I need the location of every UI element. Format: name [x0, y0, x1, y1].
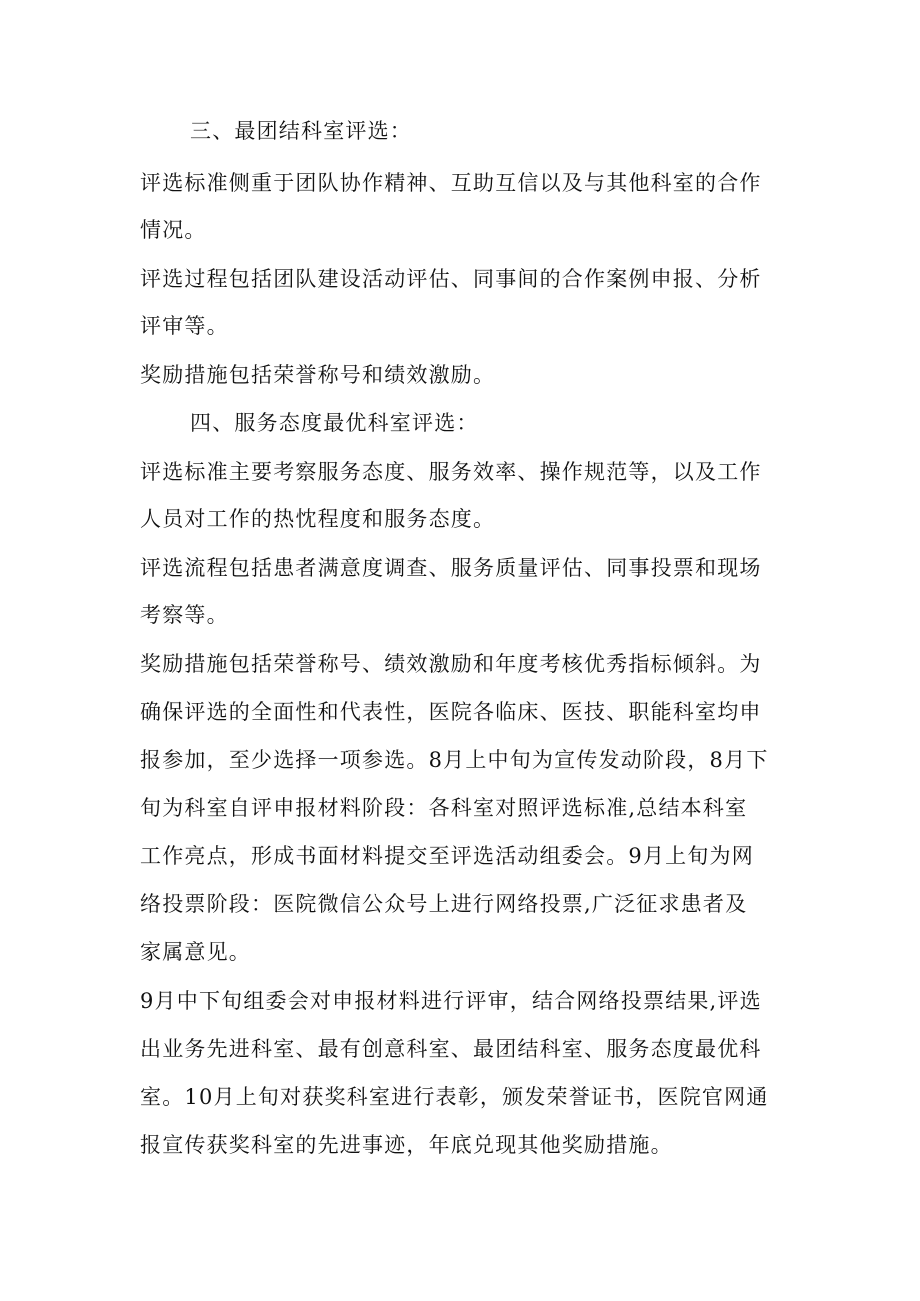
paragraph-line: 工作亮点，形成书面材料提交至评选活动组委会。9月上旬为网: [140, 844, 754, 868]
paragraph-line: 情况。: [140, 218, 207, 242]
paragraph-line: 报宣传获奖科室的先进事迹，年底兑现其他奖励措施。: [140, 1133, 673, 1157]
paragraph-line: 室。10月上旬对获奖科室进行表彰，颁发荣誉证书，医院官网通: [140, 1085, 769, 1109]
paragraph-line: 奖励措施包括荣誉称号和绩效激励。: [140, 363, 496, 387]
paragraph-line: 评选过程包括团队建设活动评估、同事间的合作案例申报、分析: [140, 267, 762, 291]
paragraph-line: 考察等。: [140, 603, 229, 627]
paragraph-line: 出业务先进科室、最有创意科室、最团结科室、服务态度最优科: [140, 1037, 762, 1061]
paragraph-line: 旬为科室自评申报材料阶段：各科室对照评选标准,总结本科室: [140, 796, 748, 820]
paragraph-line: 家属意见。: [140, 940, 251, 964]
paragraph-line: 报参加，至少选择一项参选。8月上中旬为宣传发动阶段，8月下: [140, 748, 769, 772]
paragraph-line: 络投票阶段：医院微信公众号上进行网络投票,广泛征求患者及: [140, 892, 748, 916]
paragraph-line: 评选标准主要考察服务态度、服务效率、操作规范等，以及工作: [140, 460, 762, 484]
paragraph-line: 评选流程包括患者满意度调查、服务质量评估、同事投票和现场: [140, 556, 762, 580]
section-heading-4: 四、服务态度最优科室评选：: [190, 411, 479, 435]
paragraph-line: 评审等。: [140, 314, 229, 338]
paragraph-line: 奖励措施包括荣誉称号、绩效激励和年度考核优秀指标倾斜。为: [140, 652, 762, 676]
paragraph-line: 9月中下旬组委会对申报材料进行评审，结合网络投票结果,评选: [140, 989, 762, 1013]
paragraph-line: 人员对工作的热忱程度和服务态度。: [140, 507, 496, 531]
section-heading-3: 三、最团结科室评选：: [190, 119, 412, 143]
paragraph-line: 确保评选的全面性和代表性，医院各临床、医技、职能科室均申: [140, 700, 762, 724]
paragraph-line: 评选标准侧重于团队协作精神、互助互信以及与其他科室的合作: [140, 171, 762, 195]
